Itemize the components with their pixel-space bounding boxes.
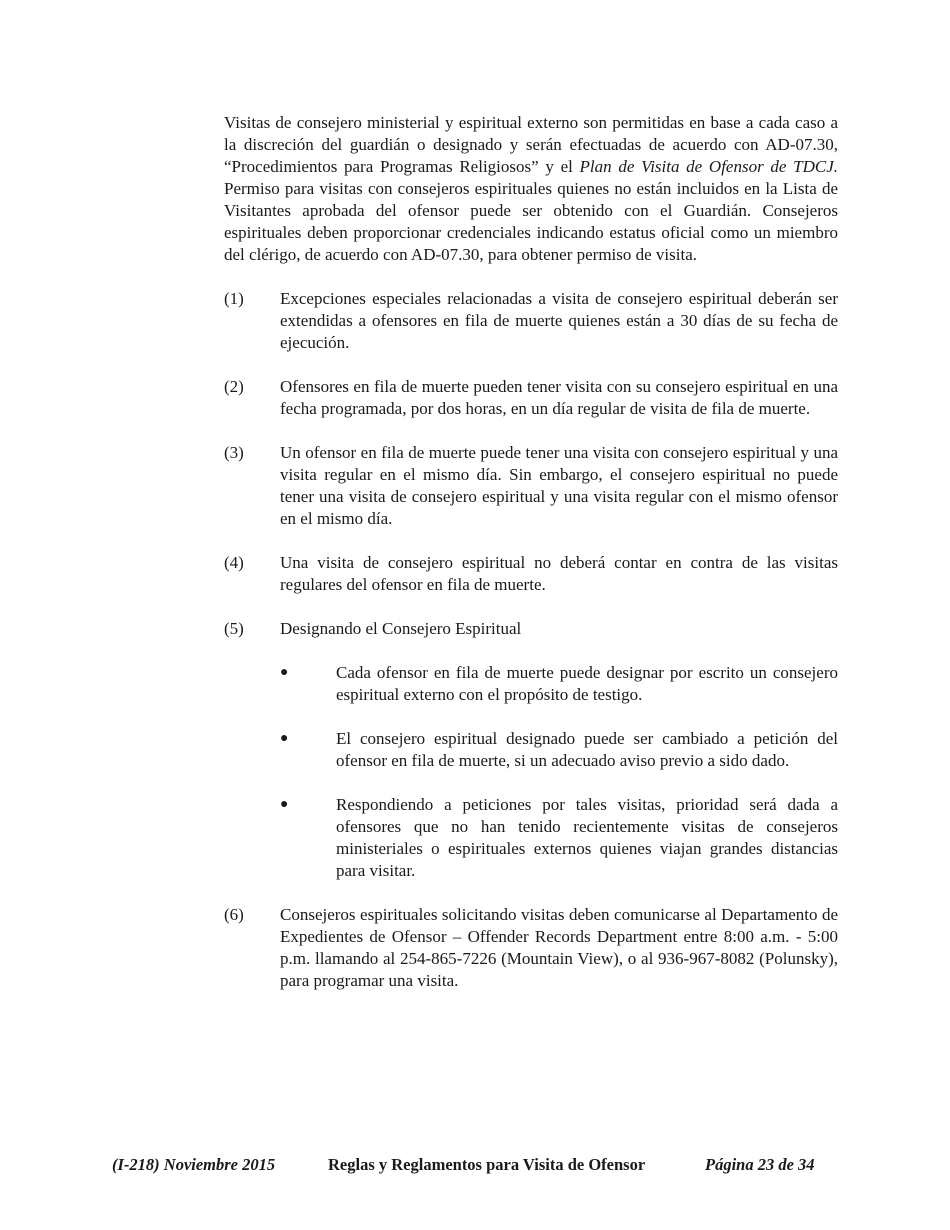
item-number: (4)	[224, 553, 244, 572]
item-text: Un ofensor en fila de muerte puede tener una visita con consejero espiritual y una visita regular en el mismo día. Sin embargo, el consejero espiritual no puede tener una visita de consejero espiritual y una visita regular con el mismo ofensor en el mismo día.	[280, 443, 838, 528]
list-item-3	[224, 442, 838, 530]
bullet-text: Respondiendo a peticiones por tales visitas, prioridad será dada a ofensores que no han tenido recientemente visitas de consejeros ministeriales o espirituales externos quienes viajan grandes distancias para visitar.	[336, 795, 838, 880]
item-text: Una visita de consejero espiritual no deberá contar en contra de las visitas regulares del ofensor en fila de muerte.	[280, 553, 838, 594]
bullet-item-1	[280, 662, 838, 706]
intro-text-part1: Visitas de consejero ministerial y espiritual externo son permitidas en base a cada caso a la discreción del guardián o designado y serán efectuadas de acuerdo con AD-07.30, “Procedimientos para Programas Religiosos” y el	[224, 113, 838, 176]
bullet-icon: ●	[280, 797, 289, 812]
list-item-4	[224, 552, 838, 596]
item-text: Consejeros espirituales solicitando visitas deben comunicarse al Departamento de Expedientes de Ofensor – Offender Records Department entre 8:00 a.m. - 5:00 p.m. llamando al 254-865-7226 (Mountain View), o al 936-967-8082 (Polunsky), para programar una visita.	[280, 905, 838, 990]
footer-page-number: Página 23 de 34	[705, 1155, 815, 1174]
intro-paragraph	[224, 112, 838, 266]
item-number: (5)	[224, 619, 244, 638]
bullet-item-2	[280, 728, 838, 772]
item-number: (3)	[224, 443, 244, 462]
list-item-2	[224, 376, 838, 420]
footer-code-date: (I-218) Noviembre 2015	[112, 1155, 276, 1174]
item-text: Ofensores en fila de muerte pueden tener visita con su consejero espiritual en una fecha programada, por dos horas, en un día regular de visita de fila de muerte.	[280, 377, 838, 418]
footer-title: Reglas y Reglamentos para Visita de Ofensor	[328, 1155, 646, 1174]
item-number: (1)	[224, 289, 244, 308]
item-text: Designando el Consejero Espiritual	[280, 619, 522, 638]
item-number: (6)	[224, 905, 244, 924]
bullet-text: Cada ofensor en fila de muerte puede designar por escrito un consejero espiritual externo con el propósito de testigo.	[336, 663, 838, 704]
list-item-1	[224, 288, 838, 354]
intro-text-part2: Permiso para visitas con consejeros espirituales quienes no están incluidos en la Lista de Visitantes aprobada del ofensor puede ser obtenido con el Guardián. Consejeros espirituales deben proporcionar credenciales indicando estatus oficial como un miembro del clérigo, de acuerdo con AD-07.30, para obtener permiso de visita.	[224, 179, 838, 264]
bullet-item-3	[280, 794, 838, 882]
bullet-list	[280, 662, 838, 882]
intro-italic-title: Plan de Visita de Ofensor de TDCJ.	[579, 157, 838, 176]
bullet-icon: ●	[280, 731, 289, 746]
item-text: Excepciones especiales relacionadas a visita de consejero espiritual deberán ser extendidas a ofensores en fila de muerte quienes están a 30 días de su fecha de ejecución.	[280, 289, 838, 352]
bullet-text: El consejero espiritual designado puede ser cambiado a petición del ofensor en fila de muerte, si un adecuado aviso previo a sido dado.	[336, 729, 838, 770]
item-number: (2)	[224, 377, 244, 396]
list-item-6	[224, 904, 838, 992]
page-body	[224, 112, 838, 1014]
list-item-5	[224, 618, 838, 640]
bullet-icon: ●	[280, 665, 289, 680]
